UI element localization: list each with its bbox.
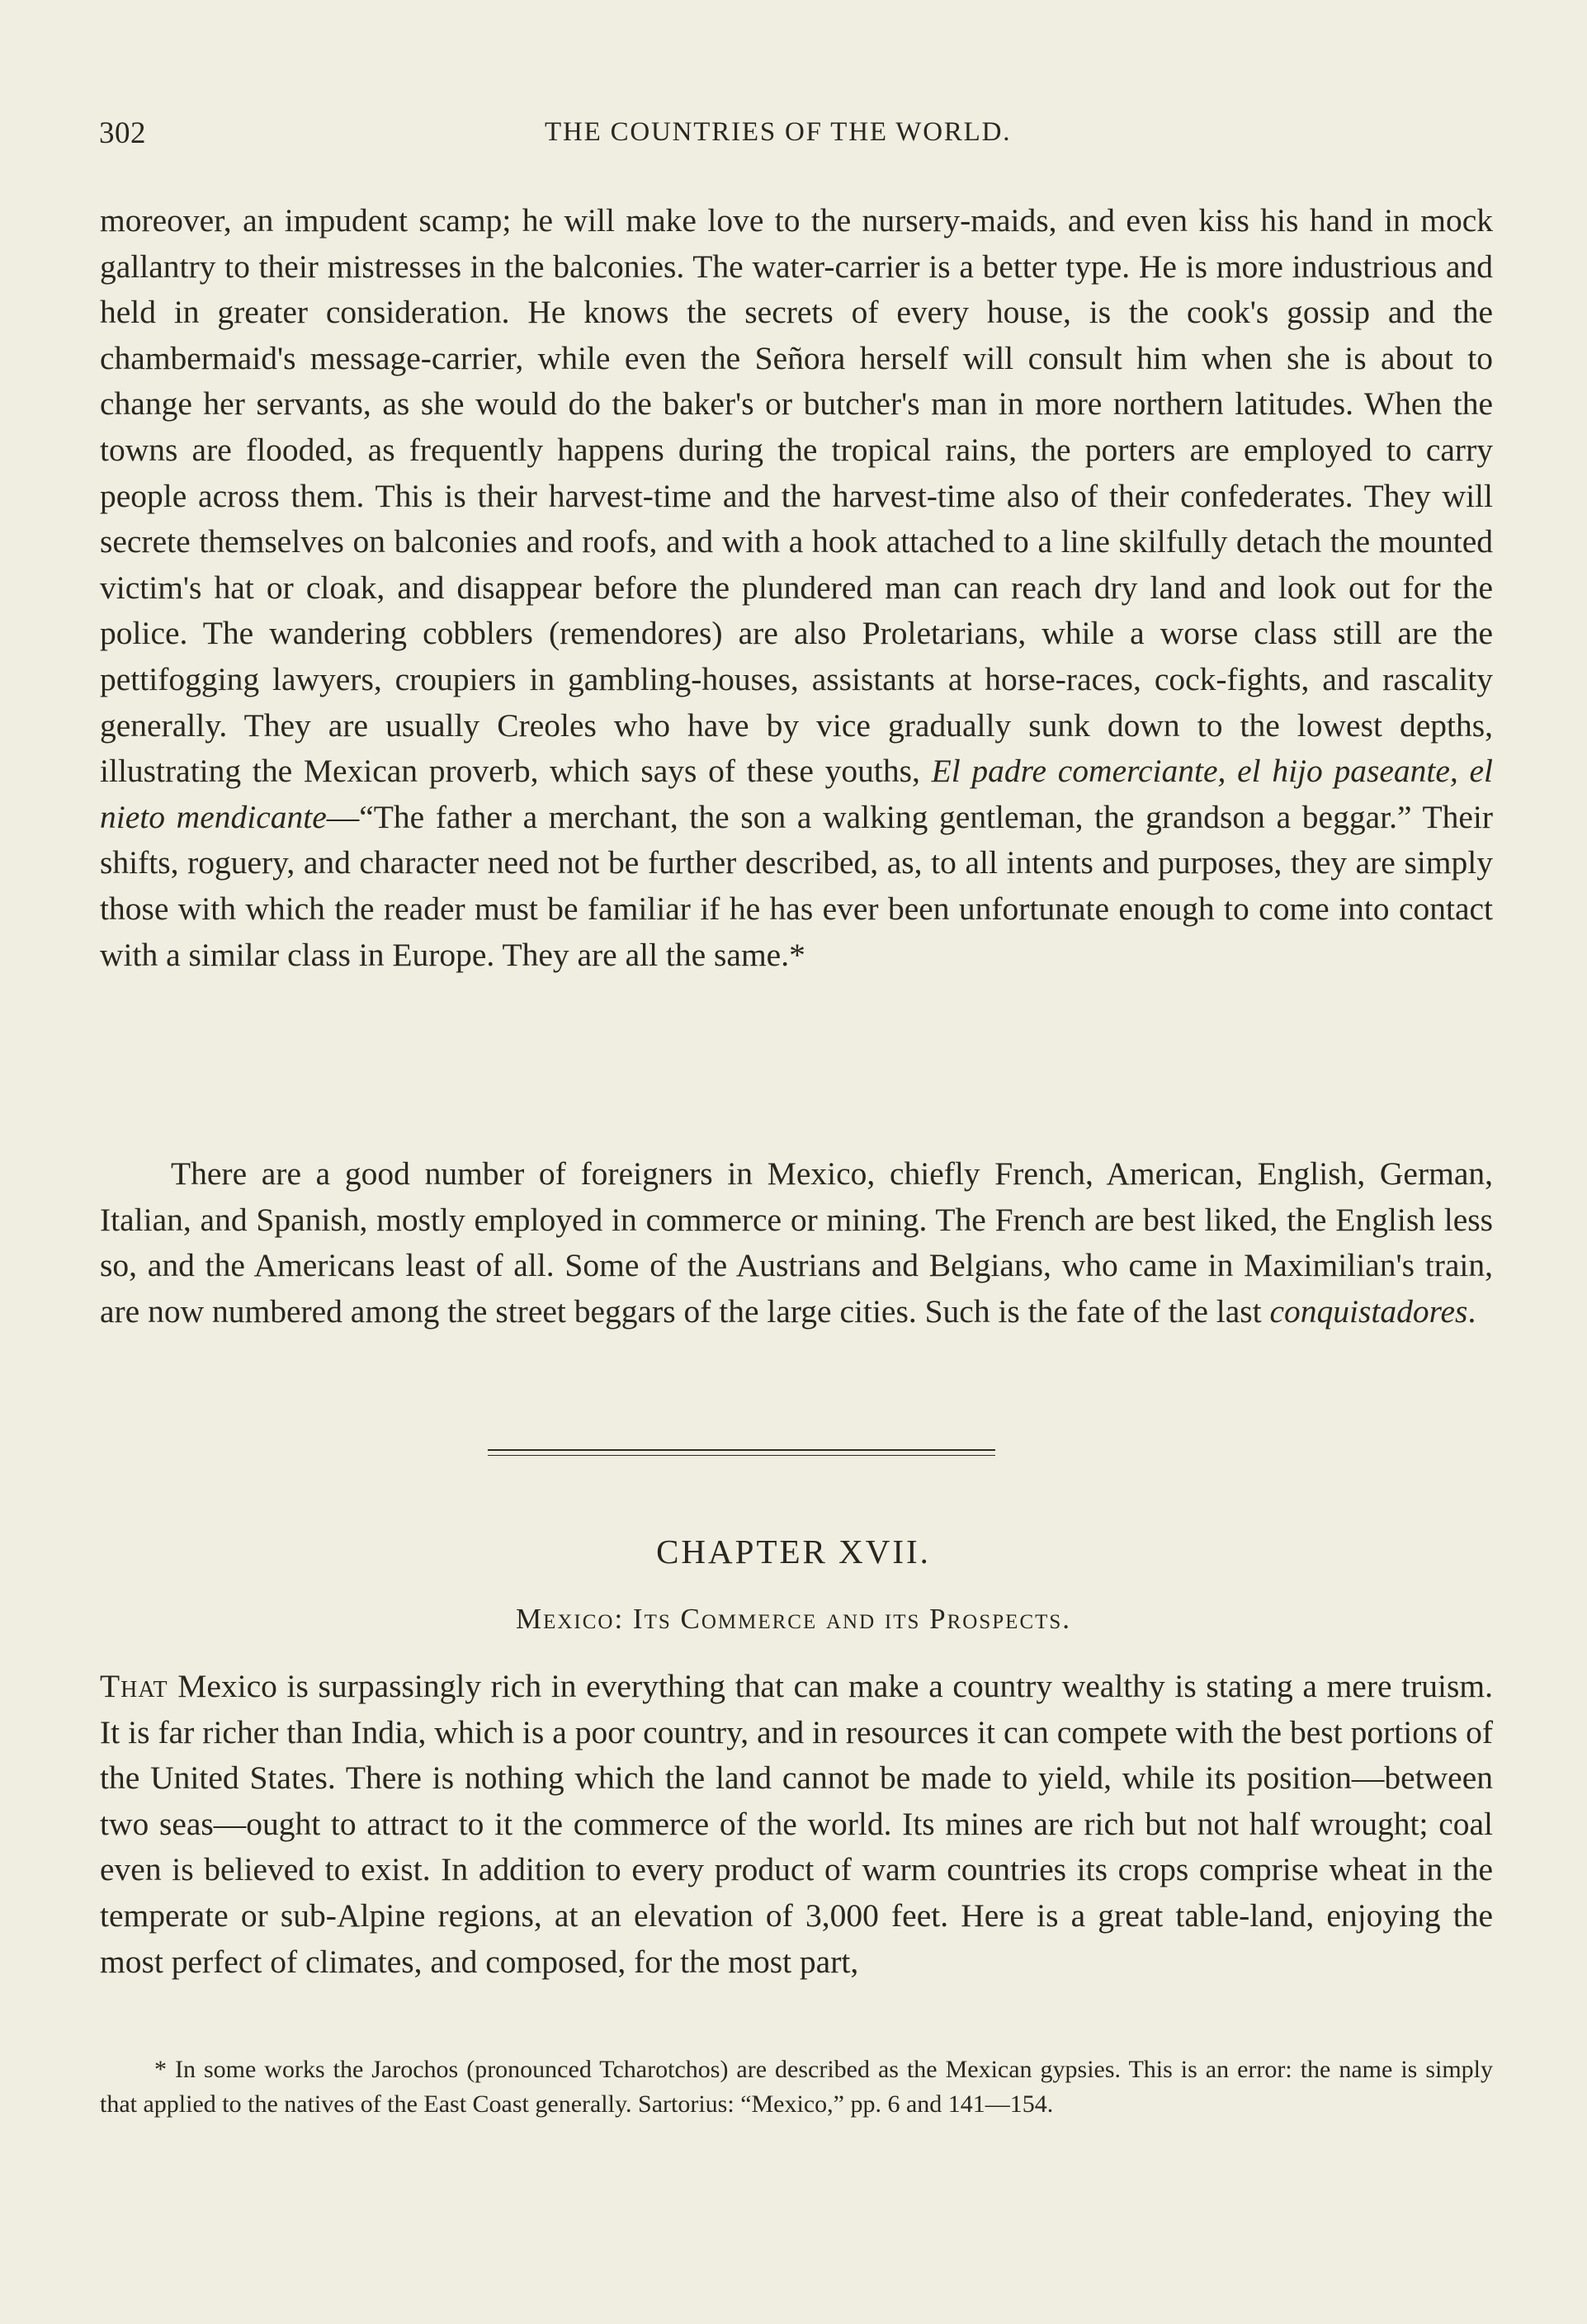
body-paragraph-1-text-part-2: —“The father a merchant, the son a walking gentleman, the grandson a beggar.” Their shifts, roguery, and character need not be further described, as, to all intents and purposes, they are simply those with which the reader must be familiar if he has ever been unfortunate enough to come into contact with a similar class in Europe. They are all the same.* xyxy=(100,798,1493,973)
chapter-lead-word: That xyxy=(100,1668,168,1704)
body-paragraph-2-text-part-2: . xyxy=(1467,1292,1476,1330)
body-paragraph-1 xyxy=(100,198,1493,978)
chapter-paragraph-text: Mexico is surpassingly rich in everything that can make a country wealthy is stating a mere truism. It is far richer than India, which is a poor country, and in resources it can compete with the best portions of the United States. There is nothing which the land cannot be made to yield, while its position—between two seas—ought to attract to it the commerce of the world. Its mines are rich but not half wrought; coal even is believed to exist. In addition to every product of warm countries its crops comprise wheat in the temperate or sub-Alpine regions, at an elevation of 3,000 feet. Here is a great table-land, enjoying the most perfect of climates, and composed, for the most part, xyxy=(100,1668,1493,1980)
conquistadores-word: conquistadores xyxy=(1269,1292,1468,1330)
page-number: 302 xyxy=(99,116,146,150)
body-paragraph-1-text-part-1: moreover, an impudent scamp; he will make love to the nursery-maids, and even kiss his hand in mock gallantry to their mistresses in the balconies. The water-carrier is a better type. He is more industrious and held in greater consideration. He knows the secrets of every house, is the cook's gossip and the chambermaid's message-carrier, while even the Señora herself will consult him when she is about to change her servants, as she would do the baker's or butcher's man in more northern latitudes. When the towns are flooded, as frequently happens during the tropical rains, the porters are employed to carry people across them. This is their harvest-time and the harvest-time also of their confederates. They will secrete themselves on balconies and roofs, and with a hook attached to a line skilfully detach the mounted victim's hat or cloak, and disappear before the plundered man can reach dry land and look out for the police. The wandering cobblers (remendores) are also Proletarians, while a worse class still are the pettifogging lawyers, croupiers in gambling-houses, assistants at horse-races, cock-fights, and rascality generally. They are usually Creoles who have by vice gradually sunk down to the lowest depths, illustrating the Mexican proverb, which says of these youths, xyxy=(100,202,1493,790)
body-paragraph-2-text-part-1: There are a good number of foreigners in Mexico, chiefly French, American, English, German, Italian, and Spanish, mostly employed in commerce or mining. The French are best liked, the English less so, and the Americans least of all. Some of the Austrians and Belgians, who came in Maximilian's train, are now numbered among the street beggars of the large cities. Such is the fate of the last xyxy=(100,1155,1493,1330)
body-paragraph-2 xyxy=(100,1151,1493,1334)
footnote: * In some works the Jarochos (pronounced Tcharotchos) are described as the Mexican gypsies. This is an error: the name is simply that applied to the natives of the East Coast generally. Sartorius: “Mexico,” pp. 6 and 141—154. xyxy=(100,2056,1493,2118)
chapter-title: CHAPTER XVII. xyxy=(656,1533,931,1571)
section-divider xyxy=(488,1449,995,1456)
mexican-proverb: El padre comerciante, el hijo paseante, el nieto mendicante xyxy=(100,753,1493,835)
chapter-subtitle: Mexico: Its Commerce and its Prospects. xyxy=(515,1603,1072,1635)
running-head xyxy=(99,116,1494,157)
chapter-paragraph-1 xyxy=(100,1664,1493,1985)
running-title: THE COUNTRIES OF THE WORLD. xyxy=(545,117,1012,147)
